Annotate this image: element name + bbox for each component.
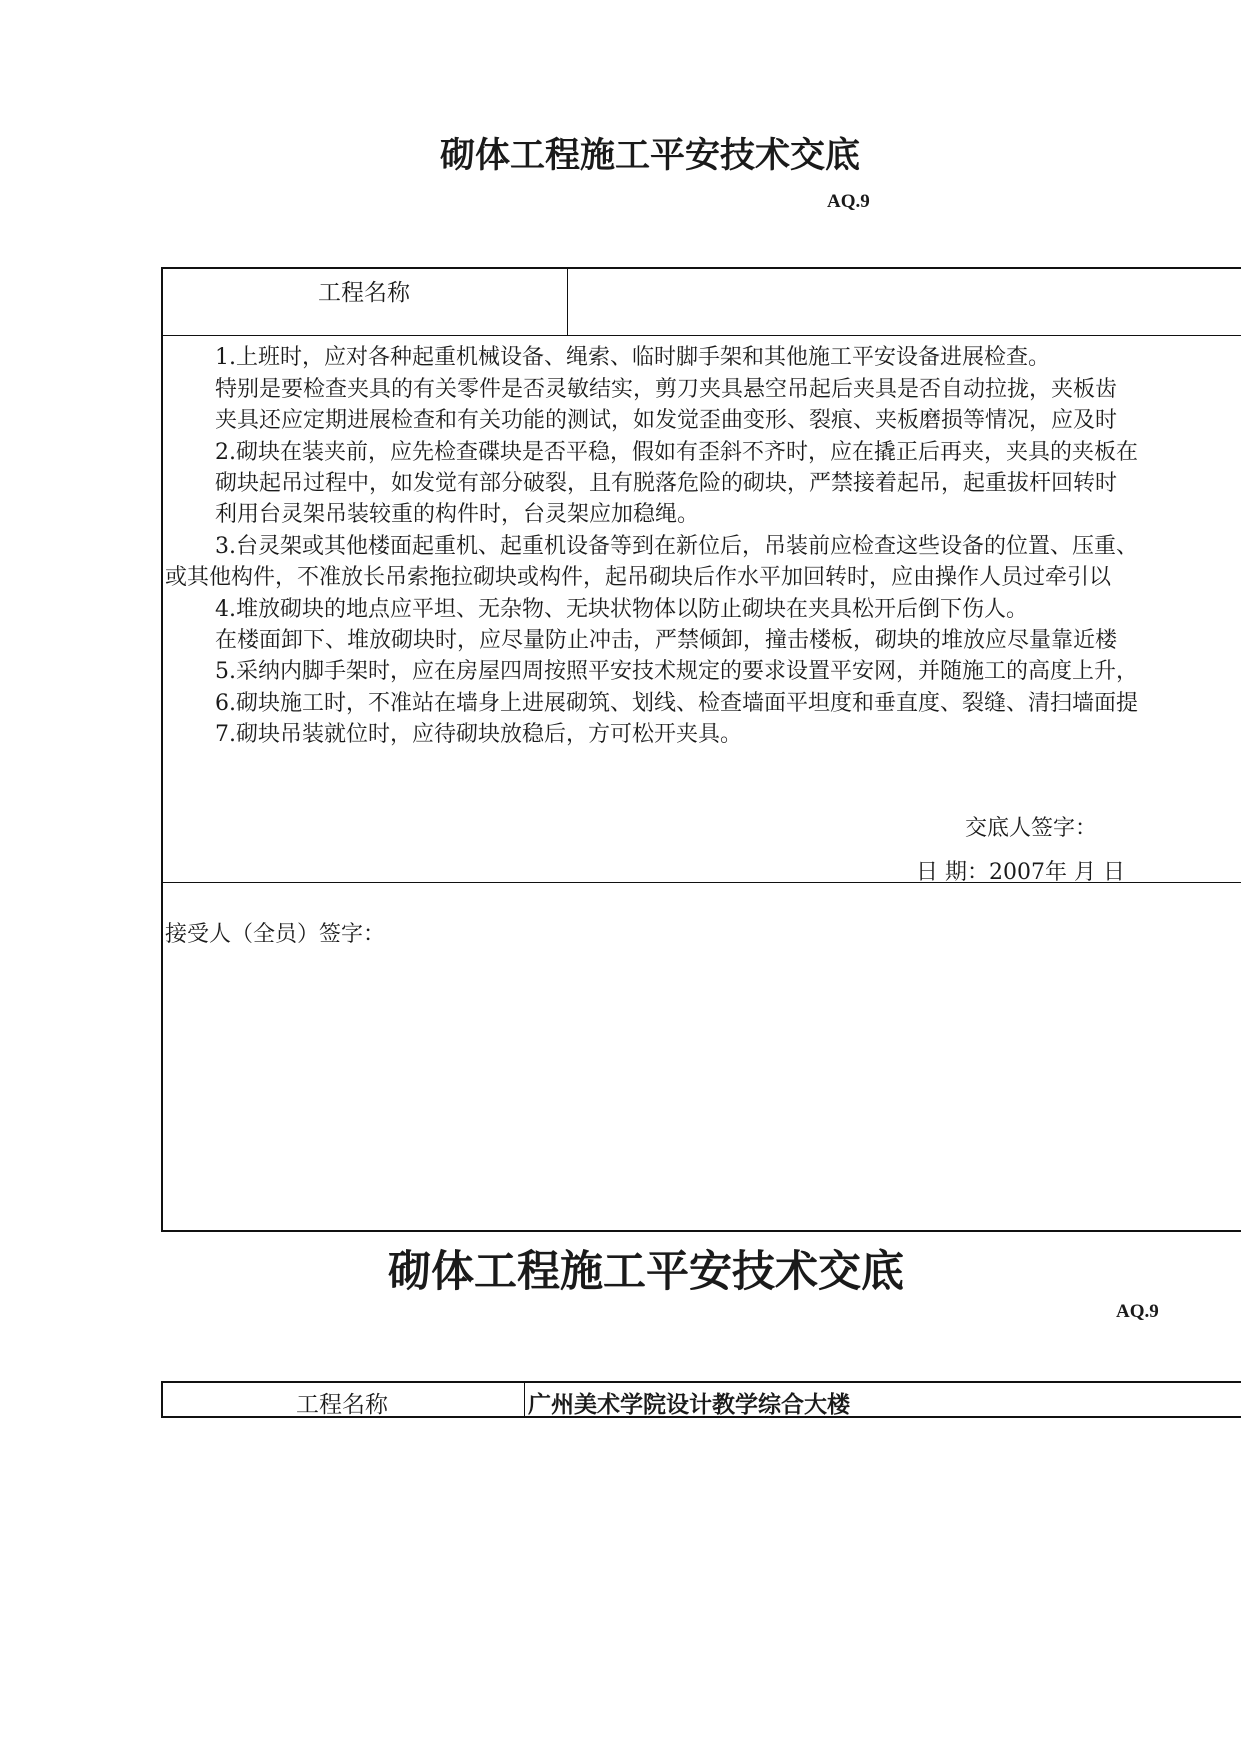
content-line: 1.上班时，应对各种起重机械设备、绳索、临时脚手架和其他施工平安设备进展检查。	[215, 345, 1050, 370]
document-title: 砌体工程施工平安技术交底	[440, 135, 861, 176]
content-line: 2.砌块在装夹前，应先检查碟块是否平稳，假如有歪斜不齐时，应在撬正后再夹，夹具的夹板在	[215, 440, 1138, 465]
column-divider	[567, 269, 568, 335]
briefing-date: 日 期：2007年 月 日	[916, 860, 1125, 885]
briefing-table	[161, 267, 1241, 1232]
receiver-signature-label: 接受人（全员）签字：	[165, 922, 386, 947]
briefer-signature-label: 交底人签字：	[965, 816, 1098, 841]
form-code: AQ.9	[827, 191, 870, 212]
content-line: 3.台灵架或其他楼面起重机、起重机设备等到在新位后，吊装前应检查这些设备的位置、压重、	[215, 534, 1138, 559]
content-line: 7.砌块吊装就位时，应待砌块放稳后，方可松开夹具。	[215, 722, 742, 747]
project-name-label: 工程名称	[318, 280, 410, 306]
project-name-label-2: 工程名称	[296, 1392, 388, 1418]
content-line: 6.砌块施工时，不准站在墙身上进展砌筑、划线、检查墙面平坦度和垂直度、裂缝、清扫墙面提	[215, 691, 1138, 716]
content-line: 夹具还应定期进展检查和有关功能的测试，如发觉歪曲变形、裂痕、夹板磨损等情况，应及时	[215, 408, 1118, 433]
project-name-row	[163, 269, 1241, 336]
content-line: 4.堆放砌块的地点应平坦、无杂物、无块状物体以防止砌块在夹具松开后倒下伤人。	[215, 597, 1028, 622]
document-title-2: 砌体工程施工平安技术交底	[388, 1247, 904, 1297]
briefing-content	[163, 335, 1241, 883]
content-line: 砌块起吊过程中，如发觉有部分破裂，且有脱落危险的砌块，严禁接着起吊，起重拔杆回转时	[215, 471, 1118, 496]
project-name-value-2: 广州美术学院设计教学综合大楼	[528, 1391, 850, 1418]
content-line: 在楼面卸下、堆放砌块时，应尽量防止冲击，严禁倾卸，撞击楼板，砌块的堆放应尽量靠近楼	[215, 628, 1118, 653]
form-code-2: AQ.9	[1116, 1301, 1159, 1322]
content-line: 或其他构件，不准放长吊索拖拉砌块或构件，起吊砌块后作水平加回转时，应由操作人员过牵引以	[165, 565, 1112, 590]
project-table-2	[161, 1381, 1241, 1418]
column-divider-2	[524, 1383, 525, 1416]
content-line: 5.采纳内脚手架时，应在房屋四周按照平安技术规定的要求设置平安网，并随施工的高度上升，	[215, 659, 1138, 684]
content-line: 特别是要检查夹具的有关零件是否灵敏结实，剪刀夹具悬空吊起后夹具是否自动拉拢，夹板齿	[215, 377, 1118, 402]
content-line: 利用台灵架吊装较重的构件时，台灵架应加稳绳。	[215, 502, 700, 527]
